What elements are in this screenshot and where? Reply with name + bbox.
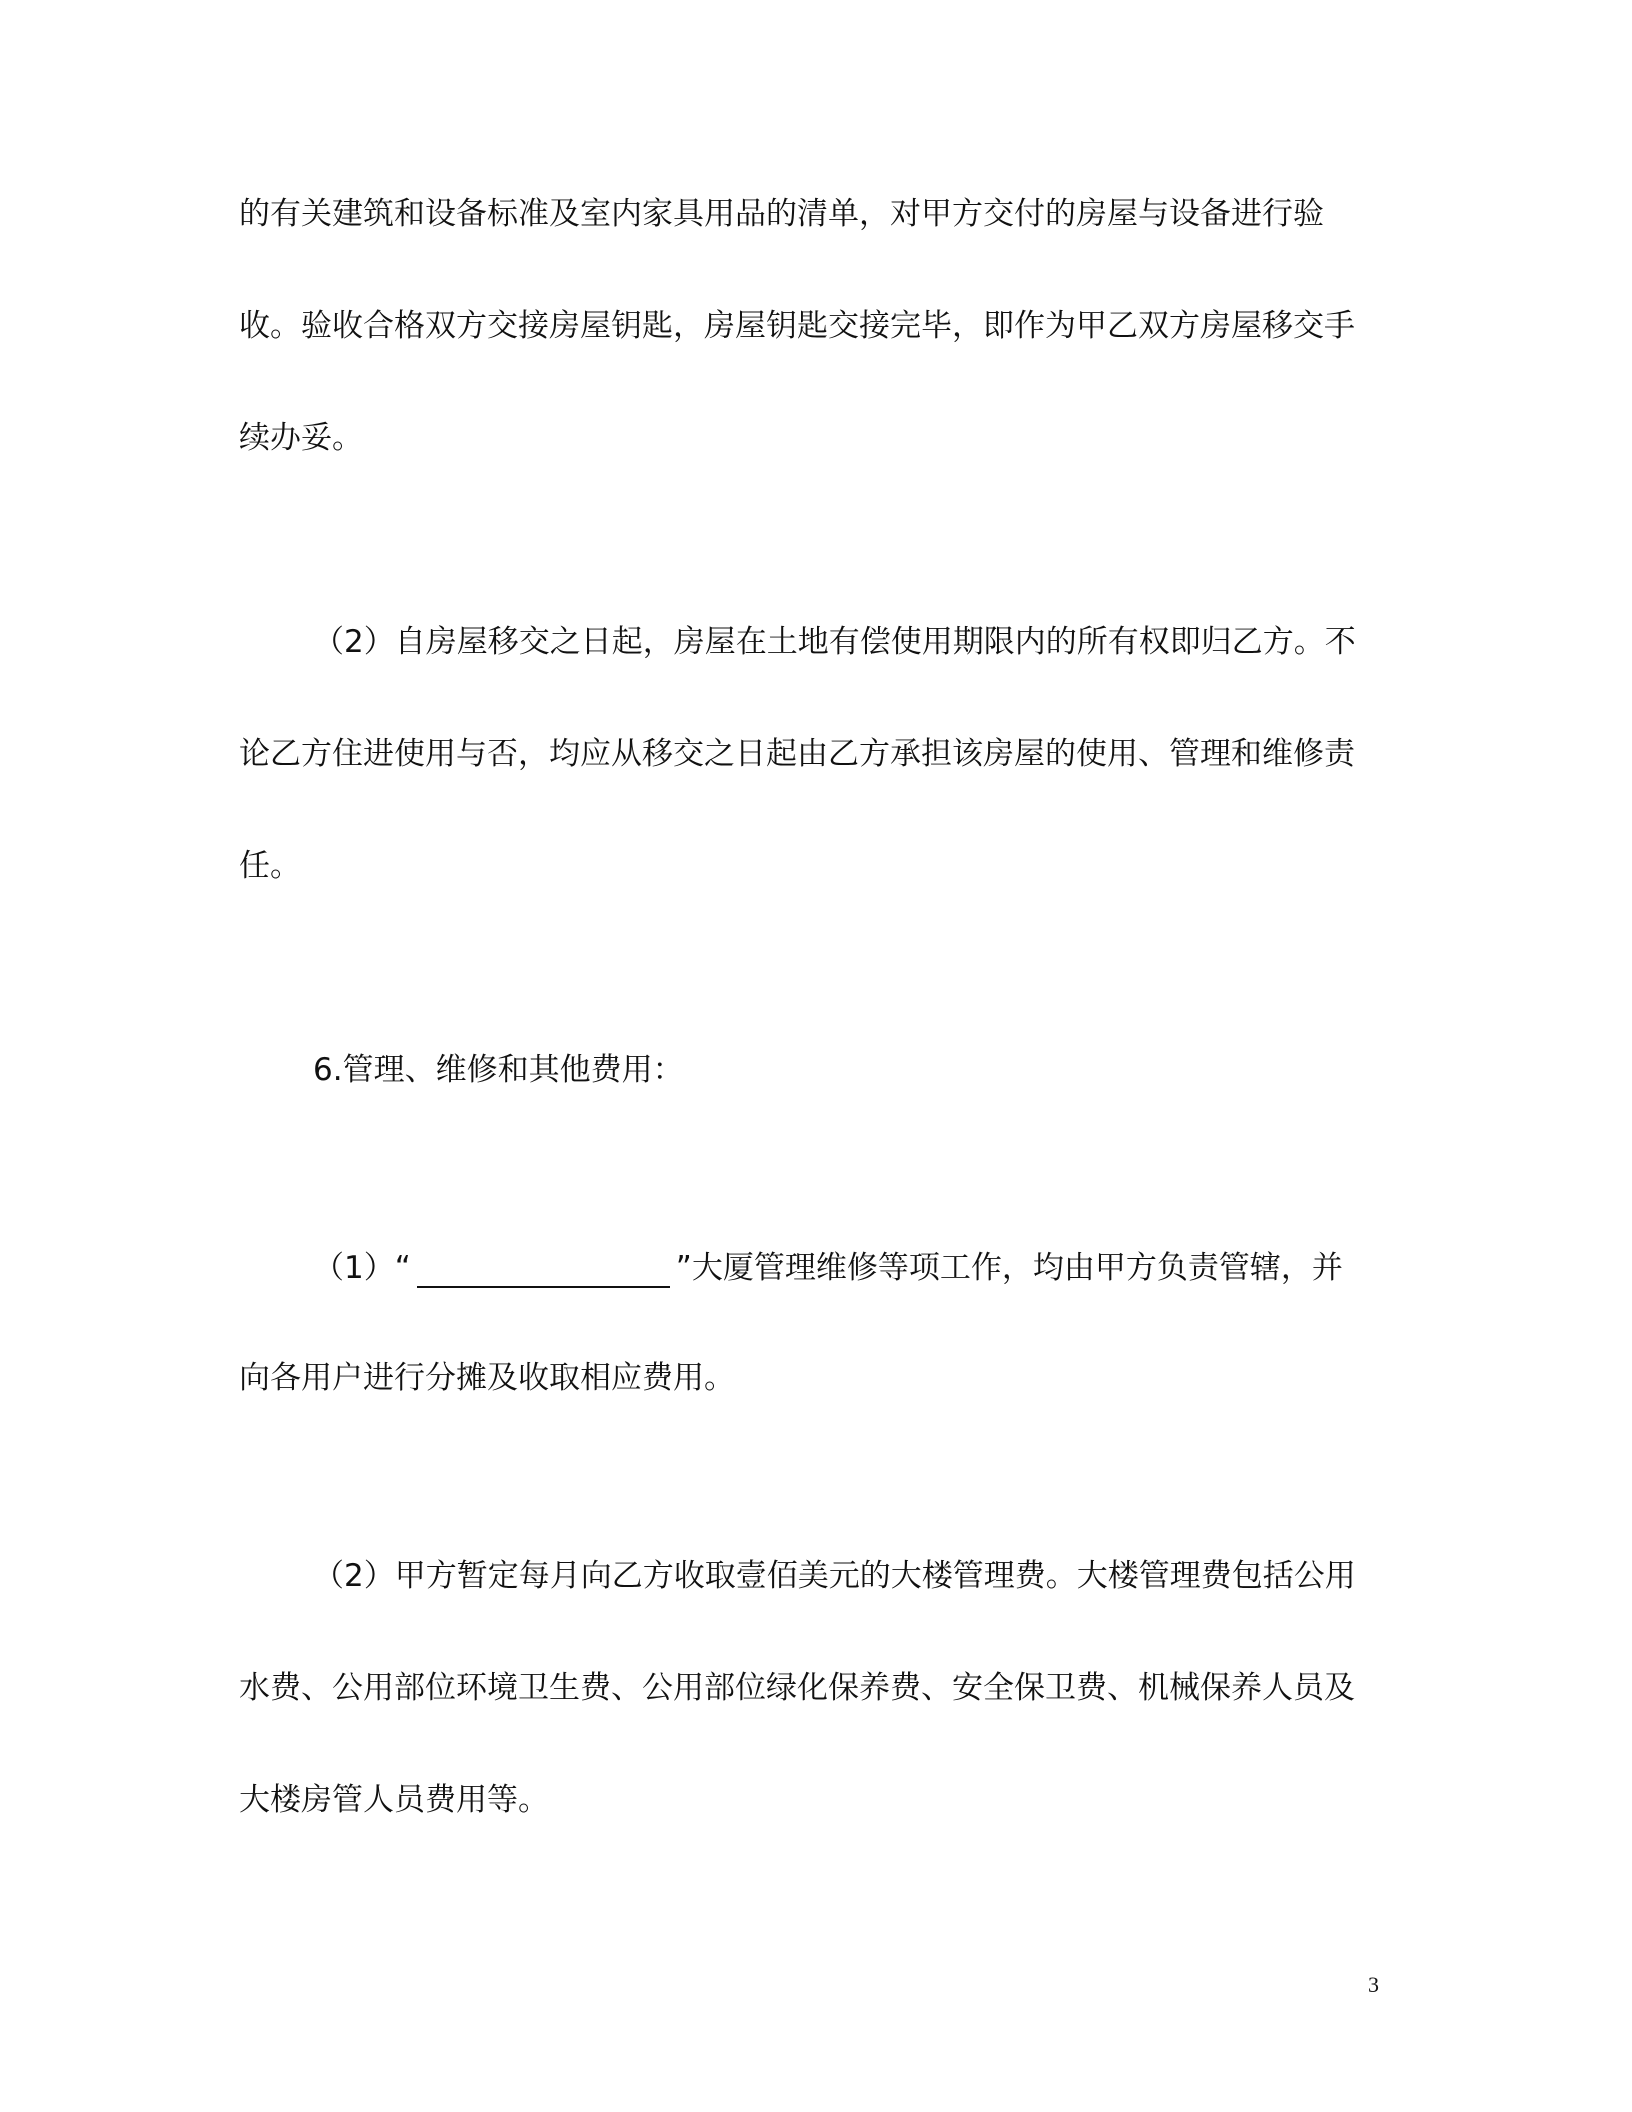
fill-in-blank [417,1246,670,1288]
paragraph-4-line-1: （2）甲方暂定每月向乙方收取壹佰美元的大楼管理费。大楼管理费包括公用 [313,1558,1356,1594]
paragraph-1-line-1: 的有关建筑和设备标准及室内家具用品的清单，对甲方交付的房屋与设备进行验 [239,196,1324,232]
section-heading: 6.管理、维修和其他费用： [313,1052,684,1088]
paragraph-2-line-2: 论乙方住进使用与否，均应从移交之日起由乙方承担该房屋的使用、管理和维修责 [239,736,1355,772]
page-number: 3 [1368,1972,1379,1997]
paragraph-1-line-3: 续办妥。 [239,420,363,456]
paragraph-3-line-2: 向各用户进行分摊及收取相应费用。 [239,1360,735,1396]
paragraph-blank-line [313,1246,1343,1288]
paragraph-2-line-3: 任。 [239,848,301,884]
paragraph-4-line-2: 水费、公用部位环境卫生费、公用部位绿化保养费、安全保卫费、机械保养人员及 [239,1670,1355,1706]
paragraph-4-line-3: 大楼房管人员费用等。 [239,1782,549,1818]
paragraph-1-line-2: 收。验收合格双方交接房屋钥匙，房屋钥匙交接完毕，即作为甲乙双方房屋移交手 [239,308,1355,344]
paragraph-2-line-1: （2）自房屋移交之日起，房屋在土地有偿使用期限内的所有权即归乙方。不 [313,624,1356,660]
blank-suffix: ”大厦管理维修等项工作，均由甲方负责管辖，并 [675,1250,1343,1286]
blank-prefix: （1）“ [313,1250,411,1286]
